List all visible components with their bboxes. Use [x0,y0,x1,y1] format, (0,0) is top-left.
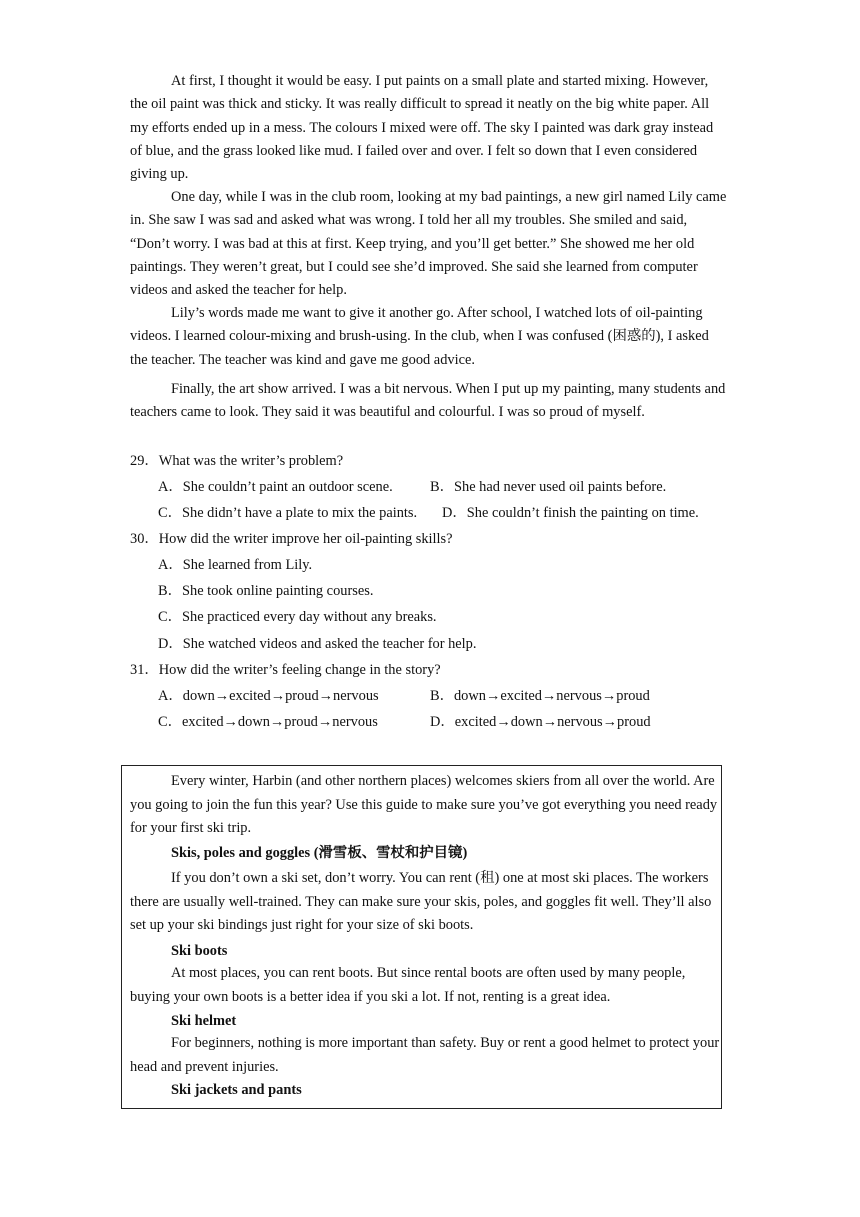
passage-paragraph-2: One day, while I was in the club room, looking at my bad paintings, a new girl named Lily came in. She saw I was sad and asked what was wrong. I told her all my troubles. She smiled and said, “Don’t worry. I was bad at this at first. Keep trying, and you’ll get better.” She showed me her old paintings. They weren’t great, but I could see she’d improved. She said she learned from computer videos and asked the teacher for help. [130,189,727,299]
question-29-option-d[interactable]: D．She couldn’t finish the painting on time. [442,505,699,521]
ski-guide-intro: Every winter, Harbin (and other northern places) welcomes skiers from all over the world. Are you going to join the fun this year? Use this guide to make sure you’ve got everything you need ready for your first ski trip. [130,773,718,836]
ski-guide-boots-text: At most places, you can rent boots. But since rental boots are often used by many people, buying your own boots is a better idea if you ski a lot. If not, renting is a great idea. [130,965,686,1005]
question-31-option-c[interactable]: C．excited→down→proud→nervous [158,714,378,730]
passage-paragraph-1: At first, I thought it would be easy. I put paints on a small plate and started mixing. However, the oil paint was thick and sticky. It was really difficult to spread it neatly on the big white paper. All my efforts ended up in a mess. The colours I mixed were off. The sky I painted was dark gray instead of blue, and the grass looked like mud. I failed over and over. I felt so down that I even considered giving up. [130,73,714,183]
question-31-option-a[interactable]: A．down→excited→proud→nervous [158,688,379,704]
question-30-stem: 30．How did the writer improve her oil-painting skills? [130,531,453,547]
question-30-option-c[interactable]: C．She practiced every day without any breaks. [158,609,437,625]
question-31-option-d[interactable]: D．excited→down→nervous→proud [430,714,651,730]
ski-guide-skis-text: If you don’t own a ski set, don’t worry. You can rent (租) one at most ski places. The workers there are usually well-trained. They can make sure your skis, poles, and goggles fit well. They’ll also set up your ski bindings just right for your size of ski boots. [130,870,712,933]
question-31-stem: 31．How did the writer’s feeling change in the story? [130,662,441,678]
ski-guide-heading-jackets: Ski jackets and pants [171,1082,302,1098]
ski-guide-heading-boots: Ski boots [171,943,228,959]
passage-paragraph-4: Finally, the art show arrived. I was a bit nervous. When I put up my painting, many students and teachers came to look. They said it was beautiful and colourful. I was so proud of myself. [130,381,726,421]
question-29-stem: 29．What was the writer’s problem? [130,453,344,469]
question-30-option-b[interactable]: B．She took online painting courses. [158,583,374,599]
question-30-option-d[interactable]: D．She watched videos and asked the teacher for help. [158,636,477,652]
question-29-option-b[interactable]: B．She had never used oil paints before. [430,479,667,495]
question-29-option-a[interactable]: A．She couldn’t paint an outdoor scene. [158,479,393,495]
question-30-option-a[interactable]: A．She learned from Lily. [158,557,313,573]
question-29-option-c[interactable]: C．She didn’t have a plate to mix the paints. [158,505,418,521]
ski-guide-heading-helmet: Ski helmet [171,1013,237,1029]
ski-guide-helmet-text: For beginners, nothing is more important than safety. Buy or rent a good helmet to protect your head and prevent injuries. [130,1035,720,1075]
ski-guide-heading-skis: Skis, poles and goggles (滑雪板、雪杖和护目镜) [171,845,468,861]
passage-paragraph-3: Lily’s words made me want to give it another go. After school, I watched lots of oil-painting videos. I learned colour-mixing and brush-using. In the club, when I was confused (困惑的), I asked the teacher. The teacher was kind and gave me good advice. [130,305,709,368]
question-31-option-b[interactable]: B．down→excited→nervous→proud [430,688,650,704]
